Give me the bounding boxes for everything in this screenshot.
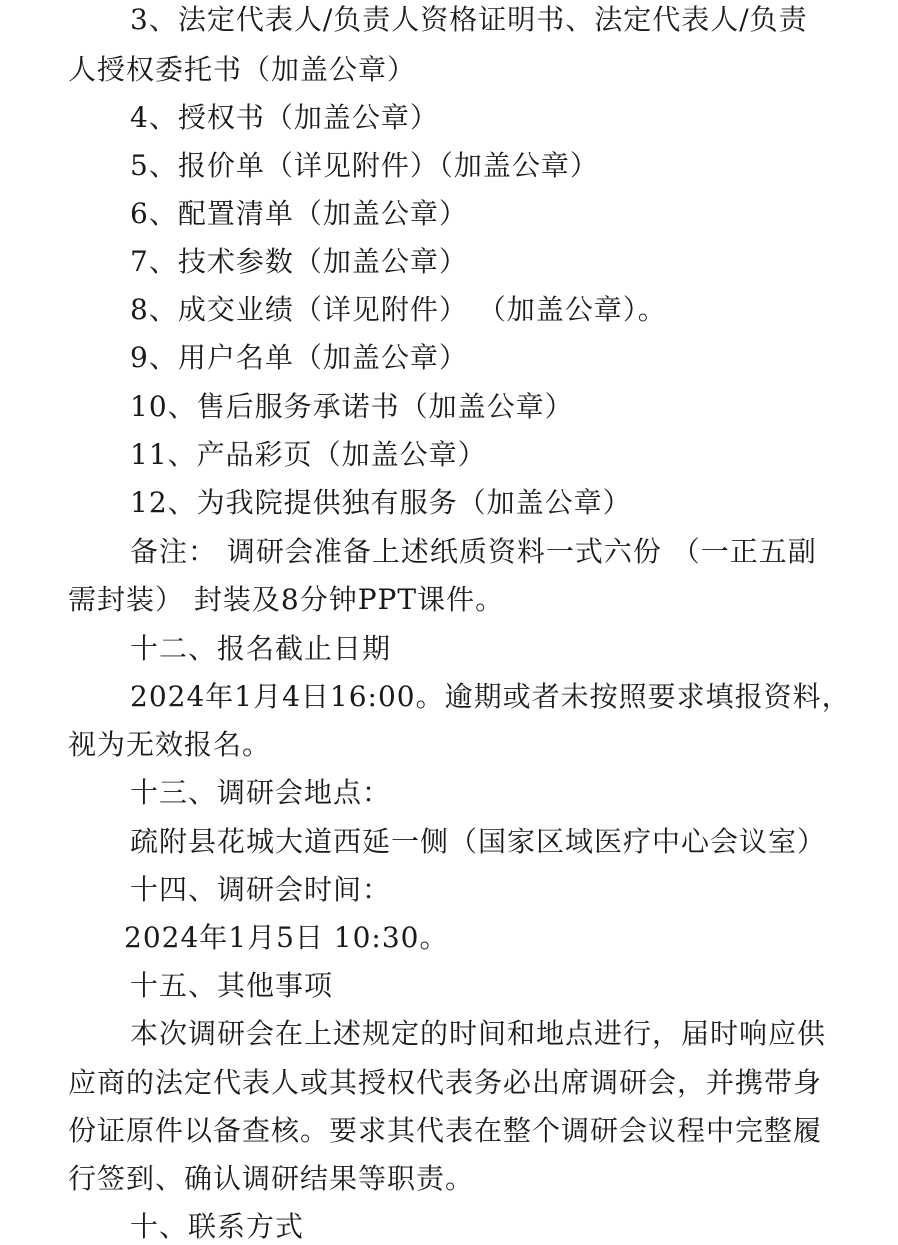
item-12: 12、为我院提供独有服务（加盖公章） (130, 486, 632, 519)
item-9: 9、用户名单（加盖公章） (130, 341, 468, 374)
note-line-2: 需封装） 封装及8分钟PPT课件。 (68, 583, 505, 616)
other-matters-line-4: 行签到、确认调研结果等职责。 (68, 1162, 475, 1195)
item-11: 11、产品彩页（加盖公章） (130, 438, 487, 471)
item-6: 6、配置清单（加盖公章） (130, 197, 468, 230)
section-13-heading: 十三、调研会地点： (130, 776, 392, 809)
deadline-line-2: 视为无效报名。 (68, 728, 272, 761)
item-3-line-2: 人授权委托书（加盖公章） (68, 53, 417, 86)
section-12-heading: 十二、报名截止日期 (130, 632, 392, 665)
venue-address: 疏附县花城大道西延一侧（国家区域医疗中心会议室） (130, 825, 827, 858)
note-line-1: 备注： 调研会准备上述纸质资料一式六份 （一正五副 (130, 535, 817, 568)
item-4: 4、授权书（加盖公章） (130, 101, 439, 134)
section-15-heading: 十五、其他事项 (130, 969, 334, 1002)
other-matters-line-3: 份证原件以备查核。要求其代表在整个调研会议程中完整履 (68, 1114, 823, 1147)
item-8: 8、成交业绩（详见附件） （加盖公章）。 (130, 293, 667, 326)
item-10: 10、售后服务承诺书（加盖公章） (130, 390, 574, 423)
other-matters-line-1: 本次调研会在上述规定的时间和地点进行，届时响应供 (130, 1017, 827, 1050)
item-7: 7、技术参数（加盖公章） (130, 245, 468, 278)
deadline-line-1: 2024年1月4日16:00。逾期或者未按照要求填报资料， (130, 680, 851, 713)
other-matters-line-2: 应商的法定代表人或其授权代表务必出席调研会，并携带身 (68, 1066, 823, 1099)
meeting-time: 2024年1月5日 10:30。 (124, 921, 449, 954)
item-3-line-1: 3、法定代表人/负责人资格证明书、法定代表人/负责 (130, 3, 808, 36)
section-contact-heading: 十、联系方式 (130, 1210, 305, 1243)
section-14-heading: 十四、调研会时间： (130, 873, 392, 906)
item-5: 5、报价单（详见附件）（加盖公章） (130, 149, 599, 182)
